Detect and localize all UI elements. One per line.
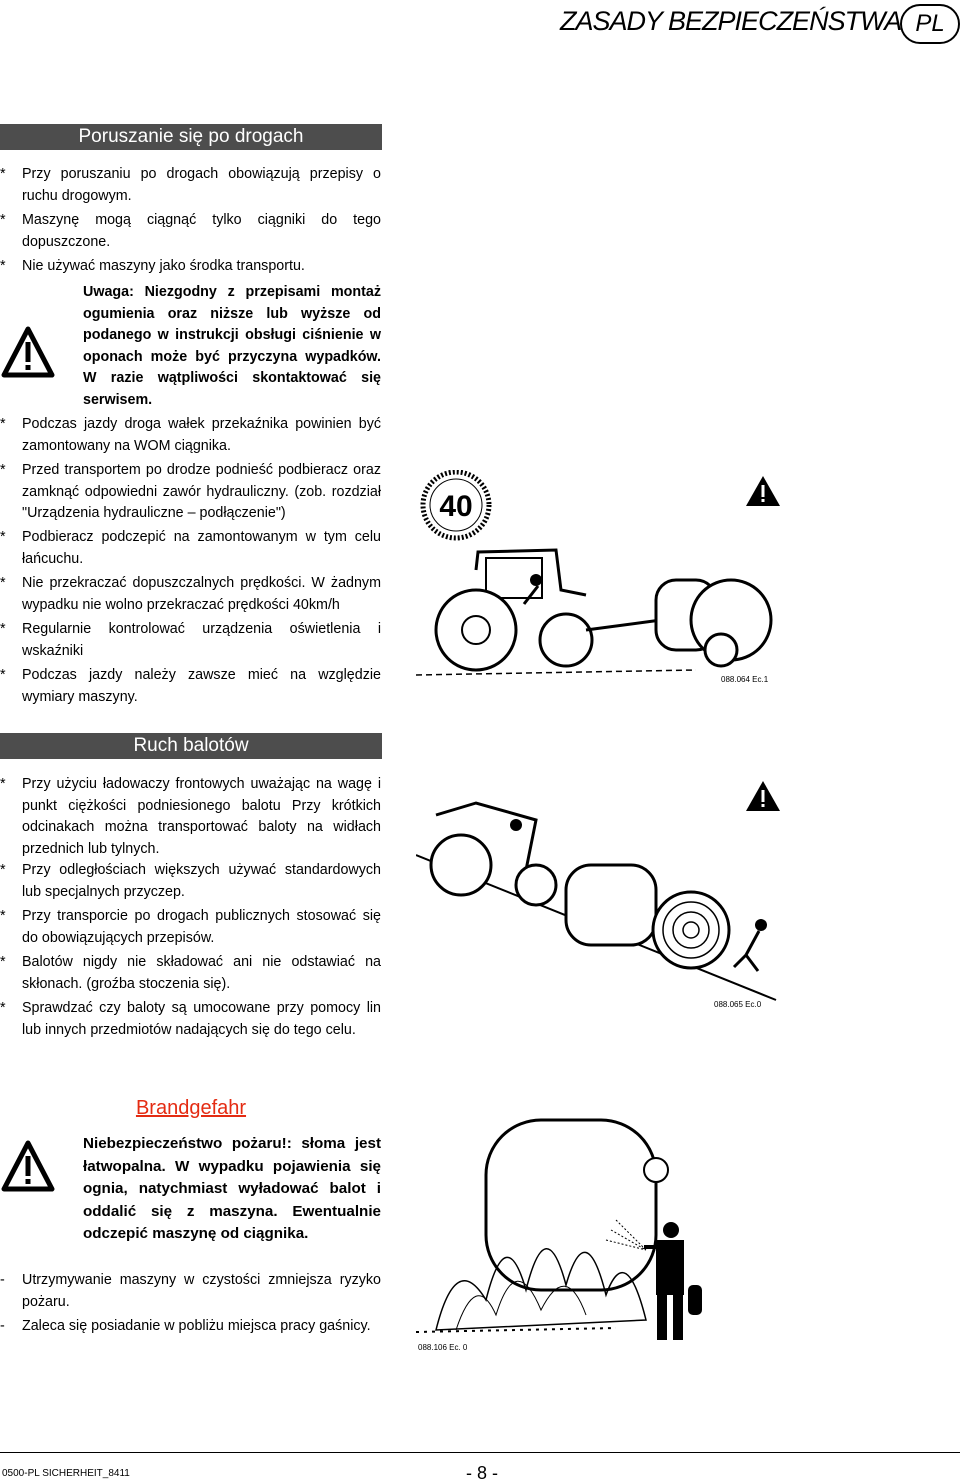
warning-text-tyres: Uwaga: Niezgodny z przepisami montaż ogumienia oraz niższe lub wyższe od podanego w instrukcji obsługi ciśnienie w oponach może być przyczyna wypadków. W razie wątpliwości skontaktować się serwisem. — [83, 284, 381, 408]
bale-slope-illustration — [416, 775, 796, 1015]
list-item: * Nie używać maszyny jako środka transportu. — [0, 258, 305, 274]
section-heading-bale-handling: Ruch balotów — [0, 733, 382, 759]
footer-document-id: 0500-PL SICHERHEIT_8411 — [2, 1468, 130, 1479]
list-item: * Regularnie kontrolować urządzenia oświetlenia i wskaźniki — [0, 621, 381, 659]
figure-code: 088.106 Ec. 0 — [418, 1343, 468, 1352]
warning-triangle-icon — [1, 326, 55, 378]
list-item: - Utrzymywanie maszyny w czystości zmniejsza ryzyko pożaru. — [0, 1272, 381, 1310]
list-item: * Przy odległościach większych używać standardowych lub specjalnych przyczep. — [0, 862, 381, 900]
list-item: * Podbieracz podczepić na zamontowanym w tym celu łańcuchu. — [0, 529, 381, 567]
list-item: * Maszynę mogą ciągnąć tylko ciągniki do tego dopuszczone. — [0, 212, 381, 250]
list-item: * Przy transporcie po drogach publicznych stosować się do obowiązujących przepisów. — [0, 908, 381, 946]
footer-divider — [0, 1452, 960, 1453]
tractor-road-illustration — [416, 470, 796, 685]
warning-triangle-icon — [1, 1140, 55, 1192]
section-heading-roads: Poruszanie się po drogach — [0, 124, 382, 150]
page-number: - 8 - — [466, 1463, 499, 1483]
warning-text-fire: Niebezpieczeństwo pożaru!: słoma jest łatwopalna. W wypadku pojawienia się ognia, natychmiast wyładować balot i oddalić się z maszyna. Ewentualnie odczepić maszynę od ciągnika. — [83, 1135, 381, 1242]
figure-code: 088.064 Ec.1 — [721, 675, 769, 684]
language-badge: PL — [900, 4, 960, 44]
section-heading-fire-hazard: Brandgefahr — [135, 1097, 247, 1119]
list-item: - Zaleca się posiadanie w pobliżu miejsca pracy gaśnicy. — [0, 1318, 371, 1334]
list-item: * Sprawdzać czy baloty są umocowane przy pomocy lin lub innych przedmiotów nadających się do tego celu. — [0, 1000, 381, 1038]
list-item: * Podczas jazdy należy zawsze mieć na względzie wymiary maszyny. — [0, 667, 381, 705]
figure-code: 088.065 Ec.0 — [714, 1000, 762, 1009]
page-header-title: ZASADY BEZPIECZEŃSTWA — [560, 6, 902, 36]
list-item: * Przy użyciu ładowaczy frontowych uważając na wagę i punkt ciężkości podniesionego balotu Przy krótkich odcinakach można transportować baloty na widłach przednich lub tylnych. — [0, 776, 381, 857]
fire-extinguishing-illustration — [416, 1100, 796, 1355]
list-item: * Podczas jazdy droga wałek przekaźnika powinien być zamontowany na WOM ciągnika. — [0, 416, 381, 454]
list-item: * Nie przekraczać dopuszczalnych prędkości. W żadnym wypadku nie wolno przekraczać prędkości 40km/h — [0, 575, 381, 613]
speed-limit-sign-text: 40 — [439, 490, 473, 523]
list-item: * Balotów nigdy nie składować ani nie odstawiać na skłonach. (groźba stoczenia się). — [0, 954, 381, 992]
list-item: * Przed transportem po drodze podnieść podbieracz oraz zamknąć odpowiedni zawór hydrauliczny. (zob. rozdział "Urządzenia hydrauliczne – podłączenie") — [0, 462, 381, 521]
list-item: * Przy poruszaniu po drogach obowiązują przepisy o ruchu drogowym. — [0, 166, 381, 204]
